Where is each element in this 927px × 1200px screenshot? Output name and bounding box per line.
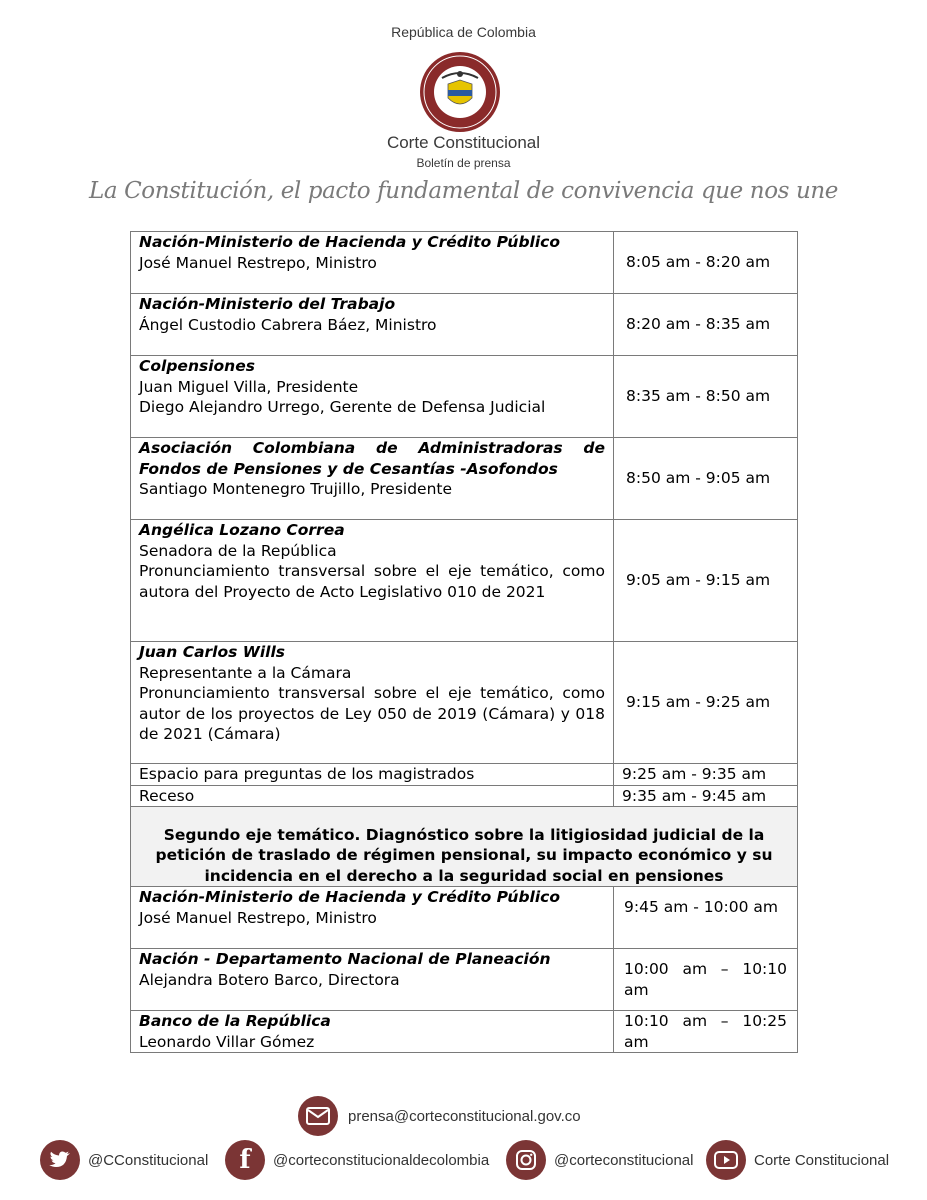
speaker-line: Pronunciamiento transversal sobre el eje temático, como autor de los proyectos de Ley 050 de 2019 (Cámara) y 018 de 2021 (Cámara) (139, 684, 605, 743)
twitter-icon (40, 1140, 80, 1180)
speaker-cell (131, 294, 614, 356)
time-slot: 9:05 am - 9:15 am (614, 520, 798, 642)
organization-name: Asociación Colombiana de Administradoras de Fondos de Pensiones y de Cesantías -Asofondos (139, 439, 605, 478)
speaker-line: Alejandra Botero Barco, Directora (139, 970, 400, 989)
table-row (131, 949, 798, 1011)
table-row (131, 764, 798, 786)
speaker-line: Ángel Custodio Cabrera Báez, Ministro (139, 315, 437, 334)
speaker-line: Pronunciamiento transversal sobre el eje temático, como autora del Proyecto de Acto Legislativo 010 de 2021 (139, 562, 605, 601)
section-row (131, 807, 798, 887)
table-row (131, 1011, 798, 1053)
speaker-cell (131, 356, 614, 438)
organization-name: Nación-Ministerio del Trabajo (139, 295, 396, 313)
instagram-link[interactable] (506, 1138, 693, 1182)
organization-name: Nación - Departamento Nacional de Planeación (139, 950, 551, 968)
organization-name: Colpensiones (139, 357, 255, 375)
organization-name: Banco de la República (139, 1012, 331, 1030)
activity-cell: Espacio para preguntas de los magistrados (131, 764, 614, 786)
speaker-cell (131, 642, 614, 764)
speaker-line: Diego Alejandro Urrego, Gerente de Defensa Judicial (139, 398, 546, 416)
youtube-link[interactable] (706, 1138, 889, 1182)
facebook-icon: f (225, 1140, 265, 1180)
table-row (131, 438, 798, 520)
court-seal-icon (418, 50, 502, 134)
time-slot: 10:00 am – 10:10 am (614, 949, 798, 1011)
organization-name: Angélica Lozano Correa (139, 521, 345, 539)
email-link[interactable]: prensa@corteconstitucional.gov.co (348, 1107, 581, 1125)
footer-email (298, 1096, 581, 1136)
youtube-channel: Corte Constitucional (754, 1151, 890, 1169)
speaker-line: Juan Miguel Villa, Presidente (139, 377, 359, 396)
time-slot: 10:10 am – 10:25 am (614, 1011, 798, 1053)
speaker-line: José Manuel Restrepo, Ministro (139, 908, 377, 927)
twitter-handle: @CConstitucional (88, 1151, 209, 1169)
time-slot: 9:15 am - 9:25 am (614, 642, 798, 764)
time-slot: 9:25 am - 9:35 am (614, 764, 798, 786)
time-slot: 9:35 am - 9:45 am (614, 785, 798, 807)
facebook-link[interactable] (225, 1138, 489, 1182)
speaker-line: José Manuel Restrepo, Ministro (139, 253, 377, 272)
header-court-name: Corte Constitucional (386, 133, 541, 152)
twitter-link[interactable] (40, 1138, 208, 1182)
table-row (131, 356, 798, 438)
table-row (131, 232, 798, 294)
speaker-line: Senadora de la República (139, 541, 337, 560)
organization-name: Nación-Ministerio de Hacienda y Crédito Público (139, 233, 561, 251)
header-country: República de Colombia (391, 24, 536, 40)
activity-cell: Receso (131, 785, 614, 807)
speaker-cell (131, 949, 614, 1011)
mail-icon (298, 1096, 338, 1136)
speaker-cell (131, 520, 614, 642)
speaker-line: Leonardo Villar Gómez (139, 1032, 315, 1051)
time-slot: 8:35 am - 8:50 am (614, 356, 798, 438)
speaker-line: Santiago Montenegro Trujillo, Presidente (139, 480, 453, 498)
organization-name: Juan Carlos Wills (139, 643, 286, 661)
schedule-table (130, 231, 798, 1053)
youtube-icon (706, 1140, 746, 1180)
table-row (131, 520, 798, 642)
section-heading: Segundo eje temático. Diagnóstico sobre la litigiosidad judicial de la petición de traslado de régimen pensional, su impacto económico y su incidencia en el derecho a la seguridad social en pensiones (131, 807, 798, 887)
instagram-handle: @corteconstitucional (554, 1151, 694, 1169)
speaker-cell (131, 887, 614, 949)
speaker-cell (131, 1011, 614, 1053)
time-slot: 8:50 am - 9:05 am (614, 438, 798, 520)
speaker-cell (131, 438, 614, 520)
header-motto: La Constitución, el pacto fundamental de convivencia que nos une (88, 178, 839, 204)
time-slot: 9:45 am - 10:00 am (614, 887, 798, 949)
facebook-handle: @corteconstitucionaldecolombia (273, 1151, 490, 1169)
table-row (131, 642, 798, 764)
table-row (131, 294, 798, 356)
time-slot: 8:05 am - 8:20 am (614, 232, 798, 294)
organization-name: Nación-Ministerio de Hacienda y Crédito Público (139, 888, 561, 906)
table-row (131, 887, 798, 949)
instagram-icon (506, 1140, 546, 1180)
social-footer (40, 1138, 900, 1182)
speaker-cell (131, 232, 614, 294)
time-slot: 8:20 am - 8:35 am (614, 294, 798, 356)
table-row (131, 785, 798, 807)
header-bulletin: Boletín de prensa (416, 156, 511, 170)
speaker-line: Representante a la Cámara (139, 663, 352, 682)
